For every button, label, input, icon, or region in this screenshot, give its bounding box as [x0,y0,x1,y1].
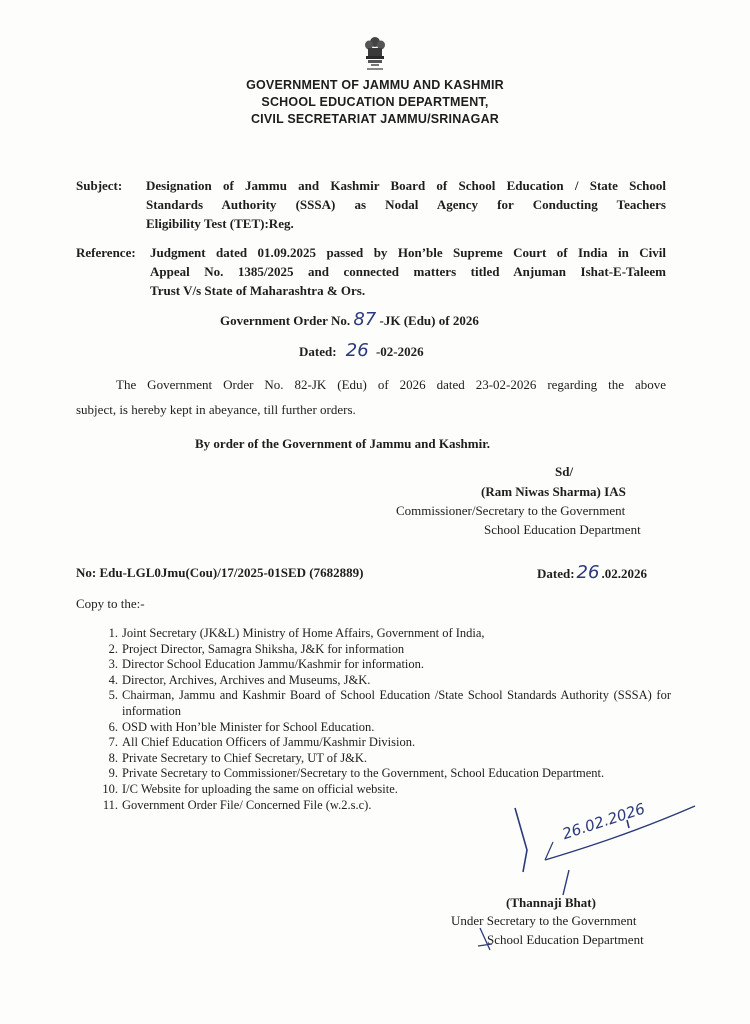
order-prefix: Government Order No. [220,313,351,328]
list-item: 3. Director School Education Jammu/Kashmir for information. [108,657,425,672]
reference-number: No: Edu-LGL0Jmu(Cou)/17/2025-01SED (7682889) [76,565,364,580]
subject-label: Subject: [76,178,123,193]
signatory1-dept: School Education Department [484,522,641,537]
ref-dated-label: Dated: [537,566,575,581]
order-suffix: -JK (Edu) of 2026 [379,313,479,328]
order-handwritten-number: 87 [353,309,377,330]
list-item: 6. OSD with Hon’ble Minister for School Education. [108,719,375,734]
handwritten-signature-date: 26.02.2026 [560,799,648,844]
body-line-2: subject, is hereby kept in abeyance, till further orders. [76,402,356,417]
ref-handwritten-day: 26 [576,562,600,583]
government-order-number [220,310,479,330]
subject-line-2: Standards Authority (SSSA) as Nodal Agency for Conducting Teachers [146,197,666,212]
list-item: 10. I/C Website for uploading the same on official website. [102,781,398,796]
signatory1-title: Commissioner/Secretary to the Government [396,503,626,518]
list-item: 2. Project Director, Samagra Shiksha, J&K for information [108,641,405,656]
list-item: 9. Private Secretary to Commissioner/Secretary to the Government, School Education Department. [108,766,605,781]
signatory1-name: (Ram Niwas Sharma) IAS [481,484,626,499]
list-item: 5. Chairman, Jammu and Kashmir Board of School Education /State School Standards Authority (SSSA) for information [108,688,671,718]
reference-line-1: Judgment dated 01.09.2025 passed by Hon’ble Supreme Court of India in Civil [150,245,666,260]
header-government: GOVERNMENT OF JAMMU AND KASHMIR [246,78,504,92]
ref-dated-suffix: .02.2026 [601,566,647,581]
order-dated-label: Dated: [299,344,337,359]
copy-list [96,626,671,813]
header-secretariat: CIVIL SECRETARIAT JAMMU/SRINAGAR [250,112,500,126]
header-department: SCHOOL EDUCATION DEPARTMENT, [261,95,489,109]
reference-date [537,563,647,583]
list-item: 7. All Chief Education Officers of Jammu/Kashmir Division. [108,735,416,750]
signatory2-title: Under Secretary to the Government [451,913,637,928]
subject-line-1: Designation of Jammu and Kashmir Board of School Education / State School [146,178,666,193]
initial-mark-icon [476,924,496,954]
copy-to-label: Copy to the:- [76,596,145,611]
reference-line-2: Appeal No. 1385/2025 and connected matters titled Anjuman Ishat-E-Taleem [150,264,666,279]
list-item: 4. Director, Archives, Archives and Museums, J&K. [108,672,371,687]
list-item: 1. Joint Secretary (JK&L) Ministry of Home Affairs, Government of India, [108,626,485,640]
order-handwritten-day: 26 [345,340,369,361]
list-item: 8. Private Secretary to Chief Secretary, UT of J&K. [108,750,368,765]
reference-line-3: Trust V/s State of Maharashtra & Ors. [150,283,366,298]
state-emblem-icon [362,36,388,76]
list-item: 11. Government Order File/ Concerned File (w.2.s.c). [102,797,372,812]
signatory2-name: (Thannaji Bhat) [506,895,596,910]
order-date [299,341,424,361]
signatory2-dept: School Education Department [487,932,644,947]
sd-mark: Sd/ [555,464,574,479]
by-order-line: By order of the Government of Jammu and Kashmir. [195,436,491,451]
subject-line-3: Eligibility Test (TET):Reg. [146,216,294,231]
reference-label: Reference: [76,245,136,260]
order-dated-suffix: -02-2026 [375,344,424,359]
body-line-1: The Government Order No. 82-JK (Edu) of 2026 dated 23-02-2026 regarding the above [116,377,666,392]
